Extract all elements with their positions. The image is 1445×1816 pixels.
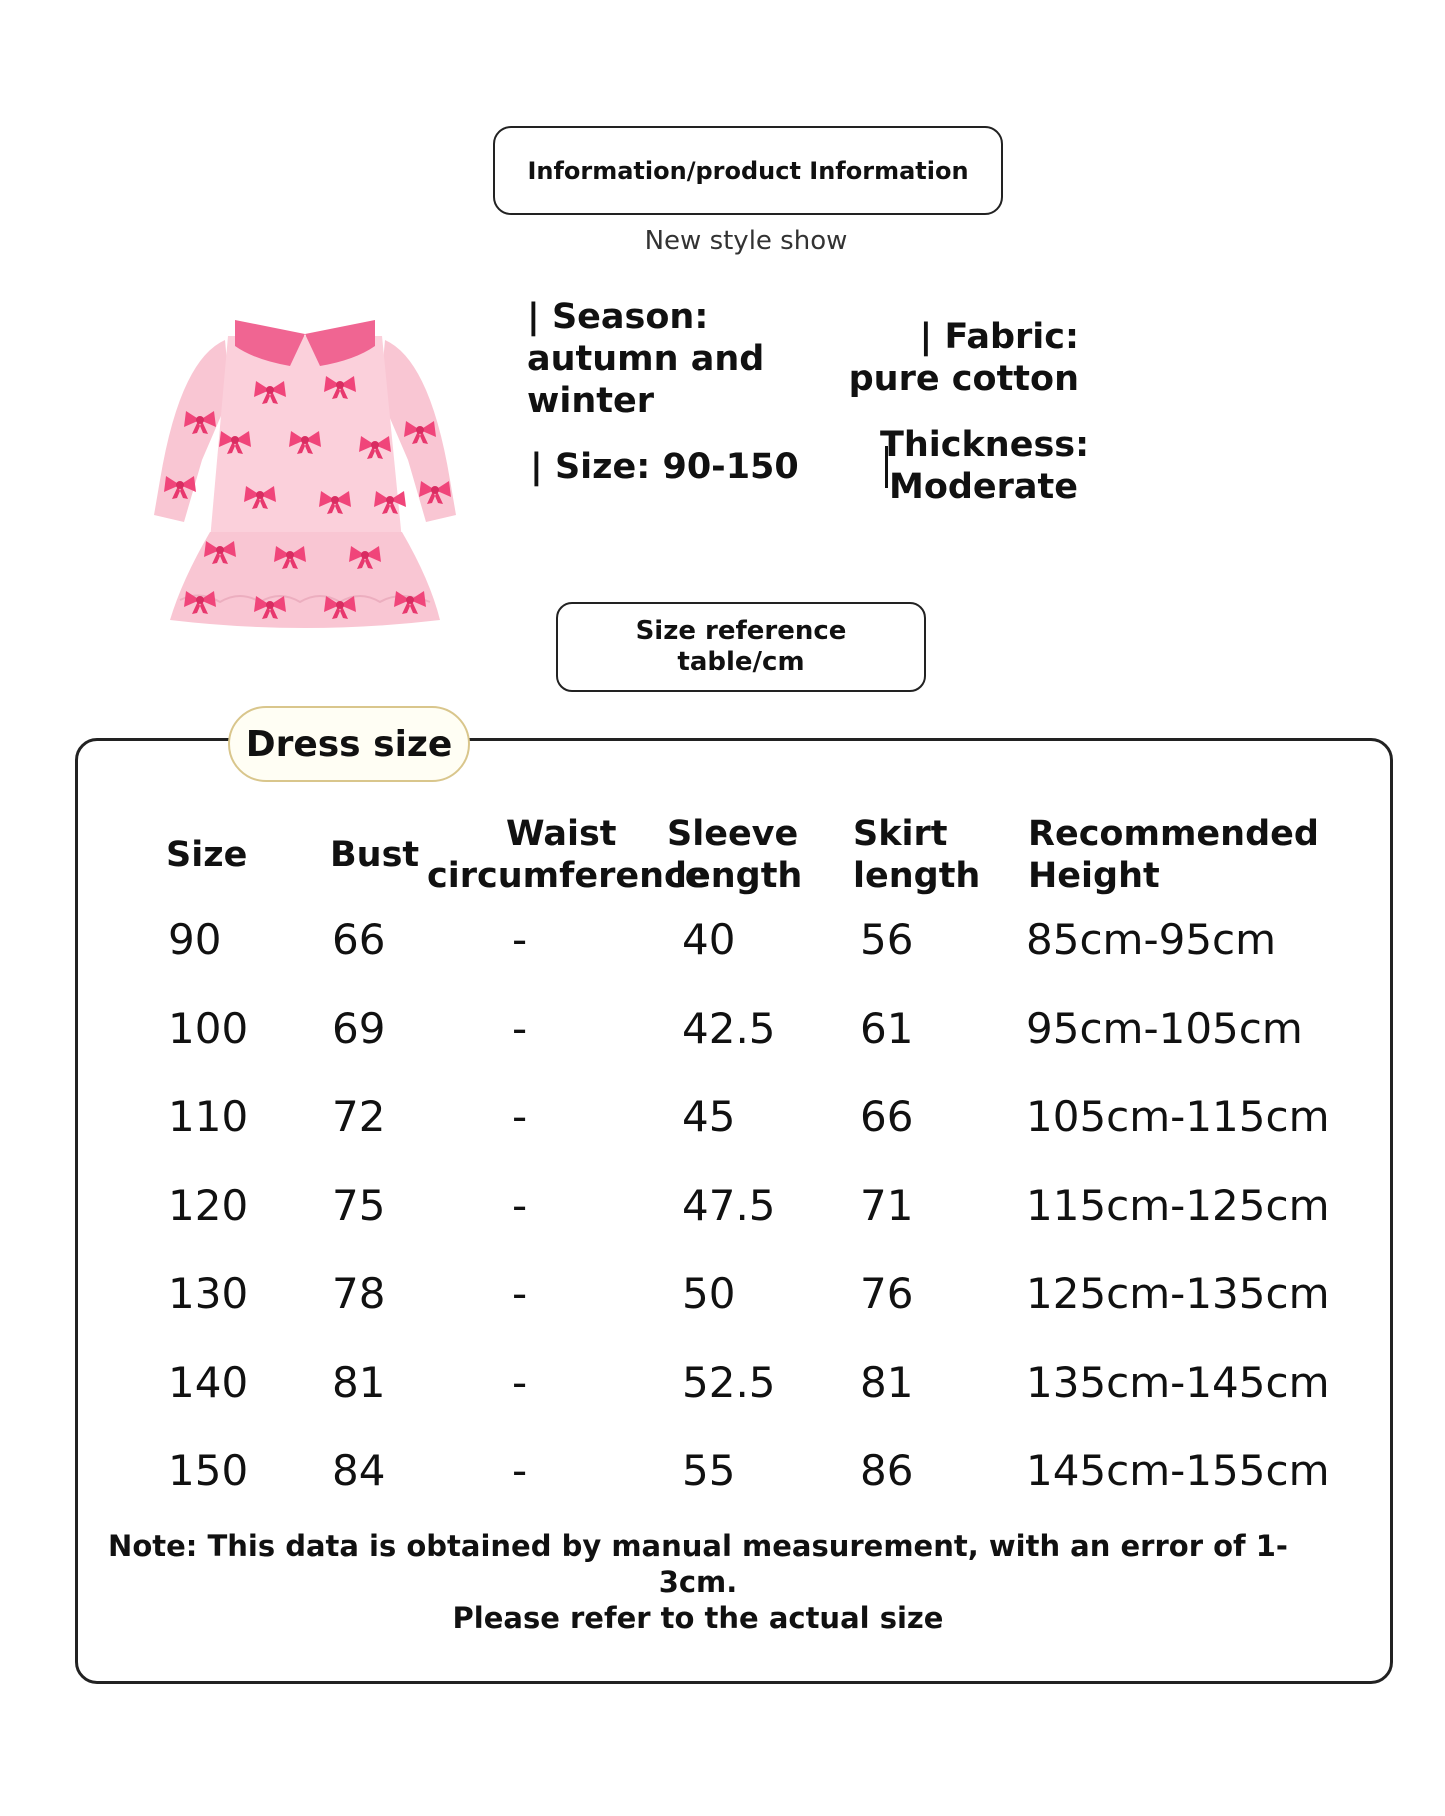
spec-season: | Season: autumn and winter [527, 297, 765, 421]
cell-height: 95cm-105cm [1026, 1003, 1303, 1053]
cell-skirt: 61 [860, 1003, 914, 1053]
cell-skirt: 81 [860, 1357, 914, 1407]
product-image [140, 300, 470, 630]
info-title-pill [493, 126, 1003, 215]
cell-bust: 78 [332, 1269, 386, 1318]
dress-size-label: Dress size [245, 723, 453, 765]
cell-sleeve: 55 [682, 1446, 736, 1495]
cell-bust: 84 [332, 1446, 386, 1495]
cell-skirt: 86 [860, 1446, 914, 1495]
cell-skirt: 56 [860, 915, 914, 964]
cell-size: 90 [168, 915, 222, 964]
cell-bust: 75 [332, 1180, 386, 1230]
size-reference-line1: Size reference [635, 616, 847, 646]
spec-size: | Size: 90-150 [530, 447, 799, 487]
cell-size: 110 [168, 1092, 249, 1141]
header-skirt-line1: Skirt [853, 814, 948, 854]
header-size: Size [166, 835, 248, 875]
cell-waist: - [512, 1092, 528, 1141]
header-skirt-line2: length [853, 856, 981, 896]
note-line1: Note: This data is obtained by manual measurement, with an error of 1-3cm. [108, 1529, 1288, 1599]
spec-thickness: Thickness: Moderate [880, 425, 1090, 507]
cell-height: 85cm-95cm [1026, 915, 1277, 964]
cell-bust: 69 [332, 1003, 386, 1053]
size-reference-pill [556, 602, 926, 692]
cell-waist: - [512, 1446, 528, 1495]
spec-fabric: | Fabric: pure cotton [848, 317, 1079, 399]
size-reference-line2: table/cm [677, 647, 805, 677]
cell-size: 130 [168, 1269, 249, 1318]
header-bust: Bust [330, 835, 420, 875]
cell-waist: - [512, 1003, 528, 1053]
cell-skirt: 71 [860, 1180, 914, 1230]
cell-size: 140 [168, 1357, 249, 1407]
cell-sleeve: 40 [682, 915, 736, 964]
measurement-note [75, 1528, 1321, 1636]
subtitle: New style show [644, 226, 848, 256]
cell-height: 135cm-145cm [1026, 1357, 1330, 1407]
cell-size: 120 [168, 1180, 249, 1230]
cell-height: 125cm-135cm [1026, 1269, 1330, 1318]
cell-height: 145cm-155cm [1026, 1446, 1330, 1495]
info-title: Information/product Information [527, 156, 969, 185]
cell-height: 105cm-115cm [1026, 1092, 1330, 1141]
header-sleeve-line1: Sleeve [667, 814, 799, 854]
header-height-line1: Recommended [1028, 814, 1319, 854]
cell-size: 100 [168, 1003, 249, 1053]
cell-waist: - [512, 1269, 528, 1318]
cell-waist: - [512, 915, 528, 964]
cell-waist: - [512, 1180, 528, 1230]
header-waist-line2: circumference [427, 856, 709, 896]
cell-sleeve: 45 [682, 1092, 736, 1141]
cell-sleeve: 50 [682, 1269, 736, 1318]
cell-bust: 81 [332, 1357, 386, 1407]
dress-illustration [140, 300, 470, 630]
cell-skirt: 66 [860, 1092, 914, 1141]
cell-size: 150 [168, 1446, 249, 1495]
cell-skirt: 76 [860, 1269, 914, 1318]
cell-sleeve: 47.5 [682, 1180, 776, 1230]
cell-waist: - [512, 1357, 528, 1407]
cell-bust: 66 [332, 915, 386, 964]
cell-height: 115cm-125cm [1026, 1180, 1330, 1230]
cell-sleeve: 52.5 [682, 1357, 776, 1407]
note-line2: Please refer to the actual size [452, 1601, 944, 1635]
cell-bust: 72 [332, 1092, 386, 1141]
header-height-line2: Height [1028, 856, 1160, 896]
cell-sleeve: 42.5 [682, 1003, 776, 1053]
dress-size-title [228, 706, 470, 782]
header-sleeve-line2: length [675, 856, 803, 896]
header-waist-line1: Waist [506, 814, 617, 854]
